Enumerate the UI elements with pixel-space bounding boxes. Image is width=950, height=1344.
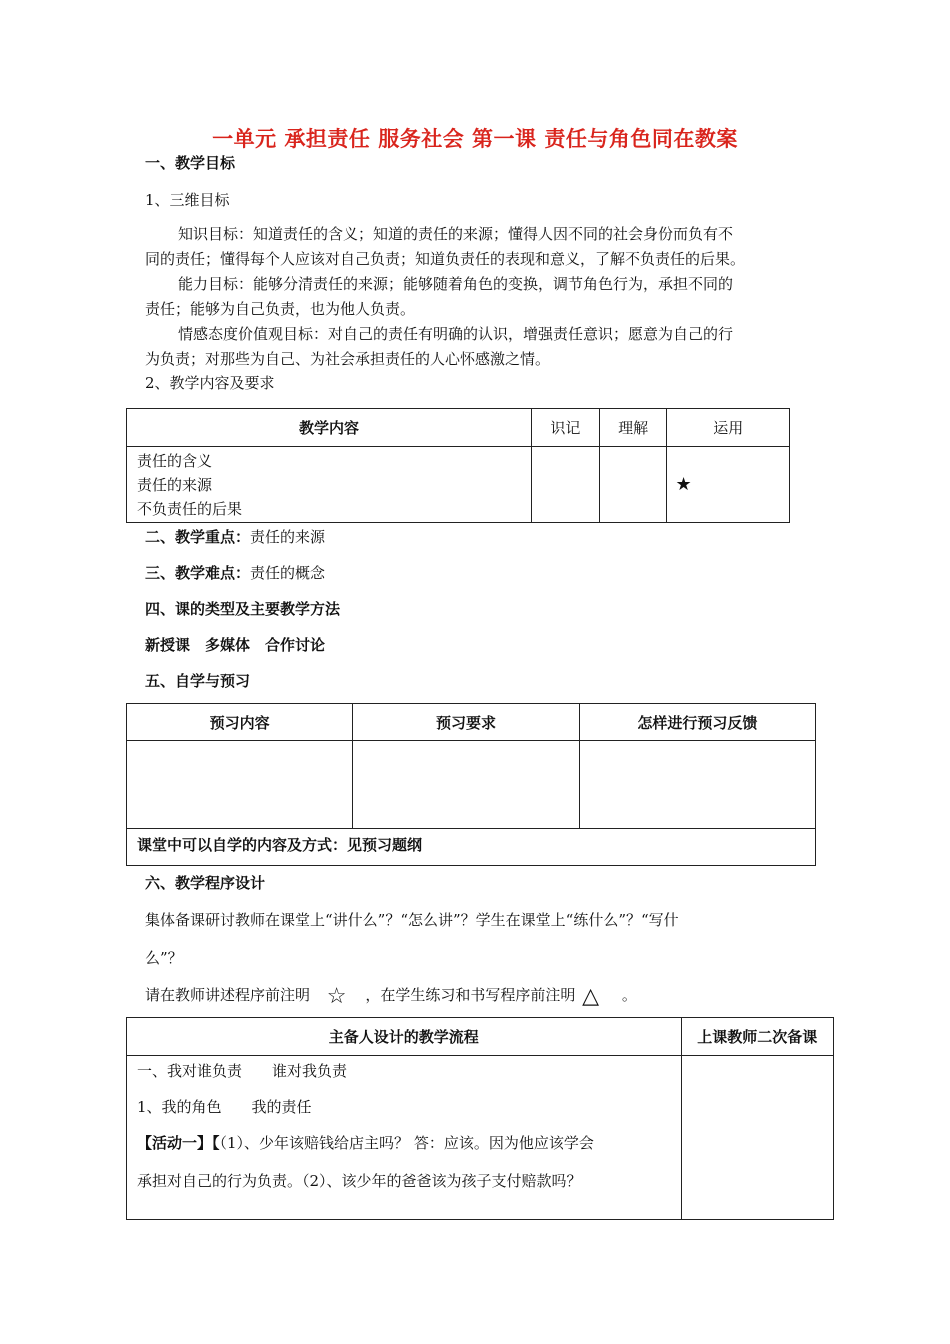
activity-label: 【活动一】【 (137, 1134, 220, 1152)
emotion-goal-line1: 情感态度价值观目标：对自己的责任有明确的认识，增强责任意识；愿意为自己的行 (178, 325, 734, 343)
flow-line4: 承担对自己的行为负责。（2）、该少年的爸爸该为孩子支付赔款吗？ (137, 1172, 582, 1190)
section1-sub2: 2、教学内容及要求 (145, 374, 275, 392)
section3-heading: 三、教学难点： (145, 564, 251, 582)
triangle-icon: △ (582, 984, 600, 1009)
memorize-cell (532, 447, 600, 523)
section3-text: 责任的概念 (250, 564, 326, 582)
list-item: 责任的含义 (137, 451, 213, 470)
section6-line2: 么”？ (145, 949, 183, 967)
understand-cell (599, 447, 667, 523)
main-flow-cell (127, 1056, 682, 1220)
header-second-prep: 上课教师二次备课 (681, 1018, 833, 1056)
section1-heading: 一、教学目标 (145, 154, 236, 172)
section4-heading: 四、课的类型及主要教学方法 (145, 600, 341, 618)
list-item: 责任的来源 (137, 475, 213, 494)
self-study-footer: 课堂中可以自学的内容及方式：见预习题纲 (127, 829, 816, 866)
section2-heading: 二、教学重点： (145, 528, 251, 546)
section3 (145, 562, 325, 583)
apply-cell (667, 447, 790, 523)
content-requirements-table (126, 408, 790, 523)
header-main-flow: 主备人设计的教学流程 (127, 1018, 682, 1056)
header-preview-requirement: 预习要求 (353, 704, 579, 741)
knowledge-goal-line1: 知识目标：知道责任的含义；知道的责任的来源；懂得人因不同的社会身份而负有不 (178, 225, 734, 243)
section2 (145, 526, 325, 547)
note-part-a: 请在教师讲述程序前注明 (145, 986, 311, 1004)
content-list-cell (127, 447, 532, 523)
section2-text: 责任的来源 (250, 528, 326, 546)
teaching-flow-table (126, 1017, 834, 1220)
note-part-c: 。 (621, 986, 637, 1004)
star-icon: ★ (675, 474, 692, 495)
header-preview-feedback: 怎样进行预习反馈 (579, 704, 815, 741)
preview-feedback-cell (579, 741, 815, 829)
flow-line2: 1、我的角色 我的责任 (137, 1098, 312, 1116)
preview-requirement-cell (353, 741, 579, 829)
section5-heading: 五、自学与预习 (145, 672, 251, 690)
knowledge-goal-line2: 同的责任；懂得每个人应该对自己负责；知道负责任的表现和意义，了解不负责任的后果。 (145, 250, 746, 268)
header-understand: 理解 (599, 409, 667, 447)
header-preview-content: 预习内容 (127, 704, 353, 741)
section4-methods: 新授课 多媒体 合作讨论 (145, 636, 326, 654)
second-prep-cell (681, 1056, 833, 1220)
preview-content-cell (127, 741, 353, 829)
ability-goal-line1: 能力目标：能够分清责任的来源；能够随着角色的变换，调节角色行为，承担不同的 (178, 275, 734, 293)
emotion-goal-line2: 为负责；对那些为自己、为社会承担责任的人心怀感激之情。 (145, 350, 551, 368)
list-item: 不负责任的后果 (137, 499, 243, 518)
ability-goal-line2: 责任；能够为自己负责，也为他人负责。 (145, 300, 416, 318)
note-part-b: ，在学生练习和书写程序前注明 (365, 986, 576, 1004)
header-apply: 运用 (667, 409, 790, 447)
section6-heading: 六、教学程序设计 (145, 874, 266, 892)
star-outline-icon: ☆ (326, 984, 347, 1009)
section1-sub1: 1、三维目标 (145, 191, 230, 209)
flow-line3 (137, 1132, 681, 1170)
header-memorize: 识记 (532, 409, 600, 447)
header-content: 教学内容 (127, 409, 532, 447)
section6-line1: 集体备课研讨教师在课堂上“讲什么”？“怎么讲”？学生在课堂上“练什么”？“写什 (145, 911, 679, 929)
flow-line1: 一、我对谁负责 谁对我负责 (137, 1062, 348, 1080)
preview-table (126, 703, 816, 866)
activity-text: （1）、少年该赔钱给店主吗？ 答：应该。因为他应该学会 (219, 1134, 594, 1152)
document-title: 一单元 承担责任 服务社会 第一课 责任与角色同在教案 (212, 127, 738, 151)
section6-note (145, 984, 637, 1009)
